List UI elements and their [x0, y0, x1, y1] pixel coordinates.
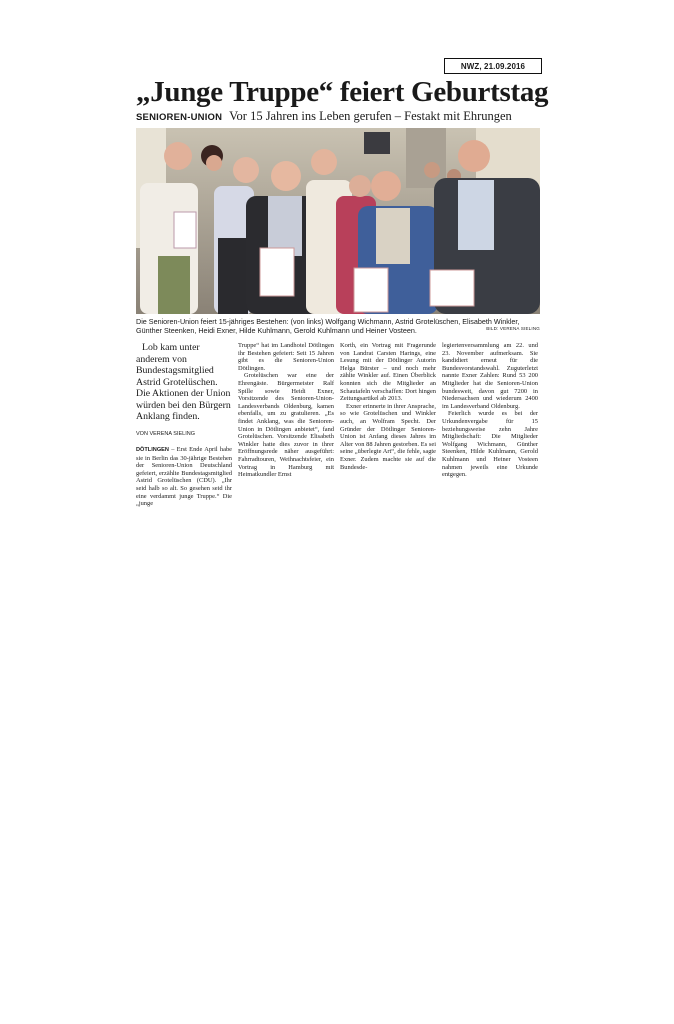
headline: „Junge Truppe“ feiert Geburtstag: [136, 76, 549, 108]
column-3-paragraph-2: Exner erinnerte in ihrer Ansprache, so wie Grotelüschen und Winkler auch, an Wolfram Specht. Der Gründer der Dötlinger Senioren-Union ist Anfang dieses Jahres im Alter von 88 Jahren gestorben. Es sei seine „überlegte Art“, die fehle, sagte Exner. Zudem machte sie auf die Bundesde-: [340, 402, 436, 471]
newspaper-clipping: [136, 58, 549, 508]
article-body: [136, 342, 544, 508]
column-1-body: – Erst Ende April habe sie in Berlin das 30-jährige Bestehen der Senioren-Union Deutschland gefeiert, erzählte Bundestagsmitglied Astrid Grotelüschen (CDU). „Ihr seid halb so alt. So gesehen seid ihr eine verdammt junge Truppe.“ Die „junge: [136, 446, 232, 508]
column-4-paragraph-2: Feierlich wurde es bei der Urkundenvergabe für 15 beziehungsweise zehn Jahre Mitgliedschaft: Die Mitglieder Wolfgang Wichmann, Günther Steenken, Hilde Kuhlmann, Gerold Kuhlmann und Heiner Vosteen nahmen jeweils eine Urkunde entgegen.: [442, 410, 538, 479]
source-label: NWZ, 21.09.2016: [444, 58, 542, 74]
group-photo-illustration: [136, 128, 540, 314]
column-4: [442, 342, 538, 479]
column-3-paragraph-1: Korth, ein Vortrag mit Fragerunde von Landrat Carsten Harings, eine Lesung mit der Dötlinger Autorin Helga Bürster – und noch mehr zählte Winkler auf. Einen Überblick konnten sich die Mitglieder an Schautafeln verschaffen: Dort hingen Zeitungsartikel ab 2013.: [340, 342, 436, 403]
column-2-paragraph-2: Grotelüschen war eine der Ehrengäste. Bürgermeister Ralf Spille sowie Heidi Exner, Vorsitzende des Senioren-Union-Landesverbands Oldenburg, kamen ebenfalls, um zu gratulieren. „Es findet Anklang, was die Senioren-Union in Dötlingen anbietet“, fand Grotelüschen. Vorsitzende Elisabeth Winkler hatte dies zuvor in ihrer Eröffnungsrede näher ausgeführt: Fahrradtouren, Weihnachtsfeier, ein Vortrag in Hamburg mit Heimatkundler Ernst: [238, 372, 334, 479]
column-2-paragraph-1: Truppe“ hat im Landhotel Dötlingen ihr Bestehen gefeiert: Seit 15 Jahren gibt es die Senioren-Union Dötlingen.: [238, 342, 334, 372]
subheadline: Vor 15 Jahren ins Leben gerufen – Festakt mit Ehrungen: [229, 109, 512, 123]
photo-caption: Die Senioren-Union feiert 15-jähriges Bestehen: (von links) Wolfgang Wichmann, Astrid Grotelüschen, Elisabeth Winkler, Günther Steenken, Heidi Exner, Hilde Kuhlmann, Gerold Kuhlmann und Heiner Vosteen.: [136, 317, 520, 335]
column-1-text: [136, 446, 232, 508]
teaser: Lob kam unter anderem von Bundestagsmitglied Astrid Grotelüschen. Die Aktionen der Union würden bei den Bürgern Anklang finden.: [136, 342, 231, 422]
dateline: DÖTLINGEN: [136, 447, 169, 454]
column-3: [340, 342, 436, 471]
kicker: SENIOREN-UNION: [136, 112, 223, 123]
byline: VON VERENA SIELING: [136, 430, 195, 437]
subheadline-row: [136, 108, 544, 126]
column-2: [238, 342, 334, 479]
group-photo: [136, 128, 540, 314]
column-1: [136, 342, 232, 508]
column-4-paragraph-1: legiertenversammlung am 22. und 23. November aufmerksam. Sie kandidiert erneut für die Bundesvorstandswahl. Zuguterletzt nannte Exner Zahlen: Rund 53 200 Mitglieder hat die Senioren-Union bundesweit, davon gut 7200 in Niedersachsen und wiederum 2400 im Landesverband Oldenburg.: [442, 342, 538, 410]
photo-credit: BILD: VERENA SIELING: [486, 326, 540, 331]
